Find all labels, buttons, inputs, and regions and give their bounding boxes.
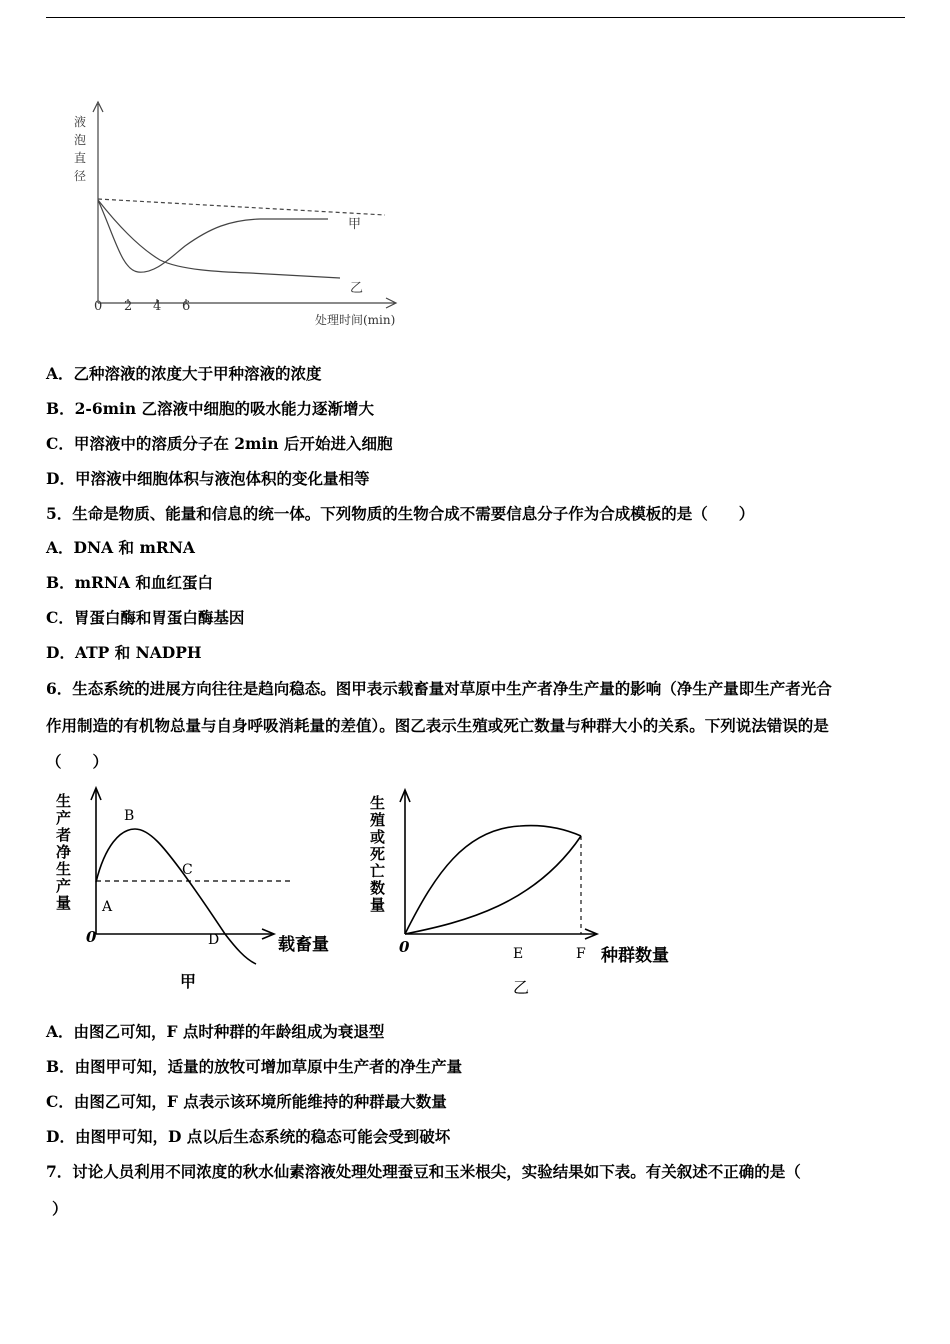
q6-stem-line2: 作用制造的有机物总量与自身呼吸消耗量的差值）。图乙表示生殖或死亡数量与种群大小的关系。下列说法错误的是	[46, 716, 829, 735]
vacuole-diameter-figure	[70, 98, 415, 330]
point-d-label: D	[208, 932, 220, 948]
q4-option-b: B．2-6min 乙溶液中细胞的吸水能力逐渐增大	[46, 399, 375, 418]
y-label-char: 直	[74, 151, 87, 165]
q4-option-a: A．乙种溶液的浓度大于甲种溶液的浓度	[46, 364, 322, 383]
curve-jia-label: 甲	[348, 217, 362, 232]
y-label-char: 产	[56, 809, 72, 827]
y-label-char: 或	[370, 828, 386, 846]
q6-stem-line3: （ ）	[46, 752, 109, 771]
header-rule	[46, 17, 905, 18]
y-label-char: 量	[370, 896, 386, 914]
point-b-label: B	[124, 808, 135, 824]
x-tick-0: 0	[94, 299, 103, 314]
y-label-char: 死	[370, 845, 386, 863]
x-axis-label: 载畜量	[278, 935, 329, 955]
x-axis-label: 处理时间(min)	[315, 313, 396, 327]
q5-option-c: C．胃蛋白酶和胃蛋白酶基因	[46, 608, 245, 627]
point-a-label: A	[102, 899, 113, 915]
control-dashed-line	[98, 199, 385, 215]
death-curve	[405, 836, 581, 934]
net-production-curve	[96, 829, 256, 964]
q5-option-a: A．DNA 和 mRNA	[46, 538, 195, 557]
q6-option-a: A．由图乙可知，F 点时种群的年龄组成为衰退型	[46, 1022, 385, 1041]
q6-option-b: B．由图甲可知，适量的放牧可增加草原中生产者的净生产量	[46, 1057, 463, 1076]
point-f-label: F	[576, 946, 586, 962]
curve-jia	[98, 200, 328, 272]
curve-yi-label: 乙	[350, 281, 364, 296]
q5-option-d: D．ATP 和 NADPH	[46, 643, 202, 662]
y-label-char: 者	[56, 826, 72, 844]
figure-caption: 乙	[513, 978, 530, 997]
x-tick-2: 2	[124, 299, 133, 314]
curve-yi	[98, 200, 340, 278]
q6-option-d: D．由图甲可知，D 点以后生态系统的稳态可能会受到破坏	[46, 1127, 451, 1146]
y-label-char: 数	[370, 879, 386, 897]
point-c-label: C	[182, 862, 193, 878]
y-label-char: 径	[74, 169, 87, 183]
figure-jia	[50, 784, 350, 999]
y-label-char: 液	[74, 115, 87, 129]
y-label-char: 生	[56, 860, 72, 878]
y-label-char: 殖	[370, 811, 386, 829]
figure-caption: 甲	[180, 972, 197, 991]
q7-stem-line1: 7．讨论人员利用不同浓度的秋水仙素溶液处理处理蚕豆和玉米根尖，实验结果如下表。有关叙述不正确的是（	[46, 1162, 801, 1181]
x-axis-label: 种群数量	[601, 946, 669, 966]
q4-option-c: C．甲溶液中的溶质分子在 2min 后开始进入细胞	[46, 434, 393, 453]
y-label-char: 亡	[370, 862, 386, 880]
y-label-char: 生	[56, 792, 72, 810]
y-label-char: 量	[56, 894, 72, 912]
q6-stem-line1: 6．生态系统的进展方向往往是趋向稳态。图甲表示载畜量对草原中生产者净生产量的影响（净生产量即生产者光合	[46, 679, 832, 698]
y-label-char: 泡	[74, 133, 87, 147]
q4-option-d: D．甲溶液中细胞体积与液泡体积的变化量相等	[46, 469, 370, 488]
x-tick-4: 4	[153, 299, 162, 314]
origin-label: 0	[399, 938, 410, 956]
q7-stem-line2: ）	[52, 1199, 68, 1218]
figure-yi	[365, 784, 695, 999]
x-tick-6: 6	[182, 299, 191, 314]
y-label-char: 净	[56, 843, 72, 861]
q5-stem: 5．生命是物质、能量和信息的统一体。下列物质的生物合成不需要信息分子作为合成模板的是（ ）	[46, 504, 755, 523]
y-label-char: 产	[56, 877, 72, 895]
q5-option-b: B．mRNA 和血红蛋白	[46, 573, 213, 592]
origin-label: 0	[86, 928, 97, 946]
y-label-char: 生	[370, 794, 386, 812]
point-e-label: E	[513, 946, 524, 962]
q6-option-c: C．由图乙可知，F 点表示该环境所能维持的种群最大数量	[46, 1092, 447, 1111]
birth-curve	[405, 826, 581, 934]
